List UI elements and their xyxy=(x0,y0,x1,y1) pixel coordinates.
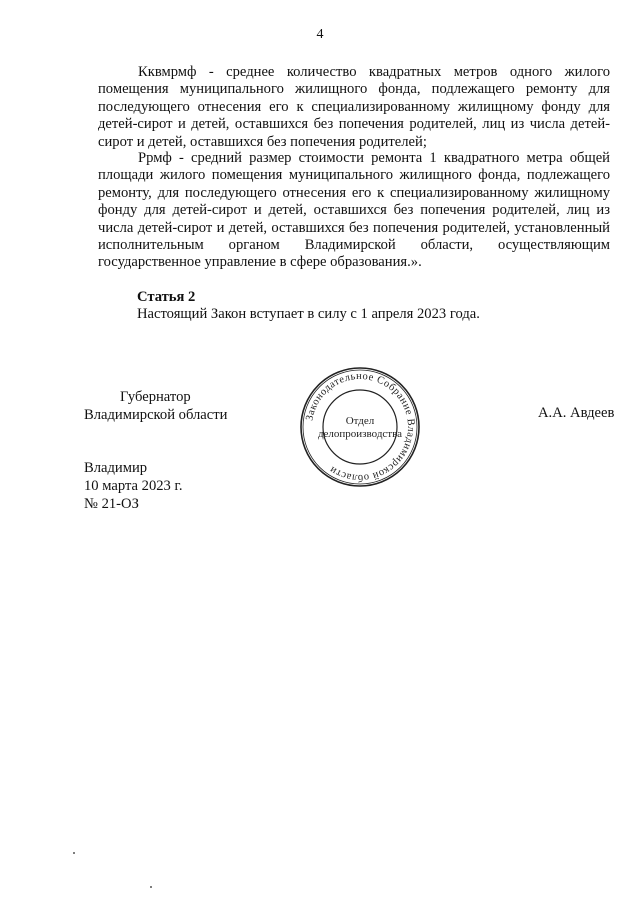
official-stamp xyxy=(298,365,422,489)
scan-speck xyxy=(150,886,152,888)
signatory-name: А.А. Авдеев xyxy=(538,405,615,421)
stamp-center-line-2: делопроизводства xyxy=(317,428,403,440)
stamp-center-line-1: Отдел xyxy=(345,415,375,427)
place-date-number xyxy=(84,459,182,513)
article-title: Статья 2 xyxy=(137,289,196,305)
scan-speck xyxy=(73,852,75,854)
stamp-ring-text: Законодательное Собрание Владимирской области xyxy=(304,370,417,484)
position-line-1: Губернатор xyxy=(120,389,191,405)
city: Владимир xyxy=(84,460,148,476)
position-line-2: Владимирской области xyxy=(84,407,228,423)
date: 10 марта 2023 г. xyxy=(84,478,183,494)
paragraph-rrmf-definition: Ррмф - средний размер стоимости ремонта 1 квадратного метра общей площади жилого помещения муниципального жилищного фонда, подлежащего ремонту, для последующего отнесения его к специализированному жилищному фонду для детей-сирот и детей, оставшихся без попечения родителей, лиц из числа детей-сирот и детей, оставшихся без попечения родителей, установленный исполнительным органом Владимирской области, осуществляющим государственное управление в сфере образования.». xyxy=(98,150,610,271)
page-number: 4 xyxy=(316,27,324,42)
article-text: Настоящий Закон вступает в силу с 1 апреля 2023 года. xyxy=(137,306,480,322)
law-number: № 21-ОЗ xyxy=(84,496,139,512)
paragraph-kkvmrmf-definition: Кквмрмф - среднее количество квадратных метров одного жилого помещения муниципального жилищного фонда, подлежащего ремонту для последующего отнесения его к специализированному жилищному фонду для детей-сирот и детей, оставшихся без попечения родителей, лиц из числа детей-сирот и детей, оставшихся без попечения родителей; xyxy=(98,64,610,150)
signatory-position xyxy=(84,388,227,424)
